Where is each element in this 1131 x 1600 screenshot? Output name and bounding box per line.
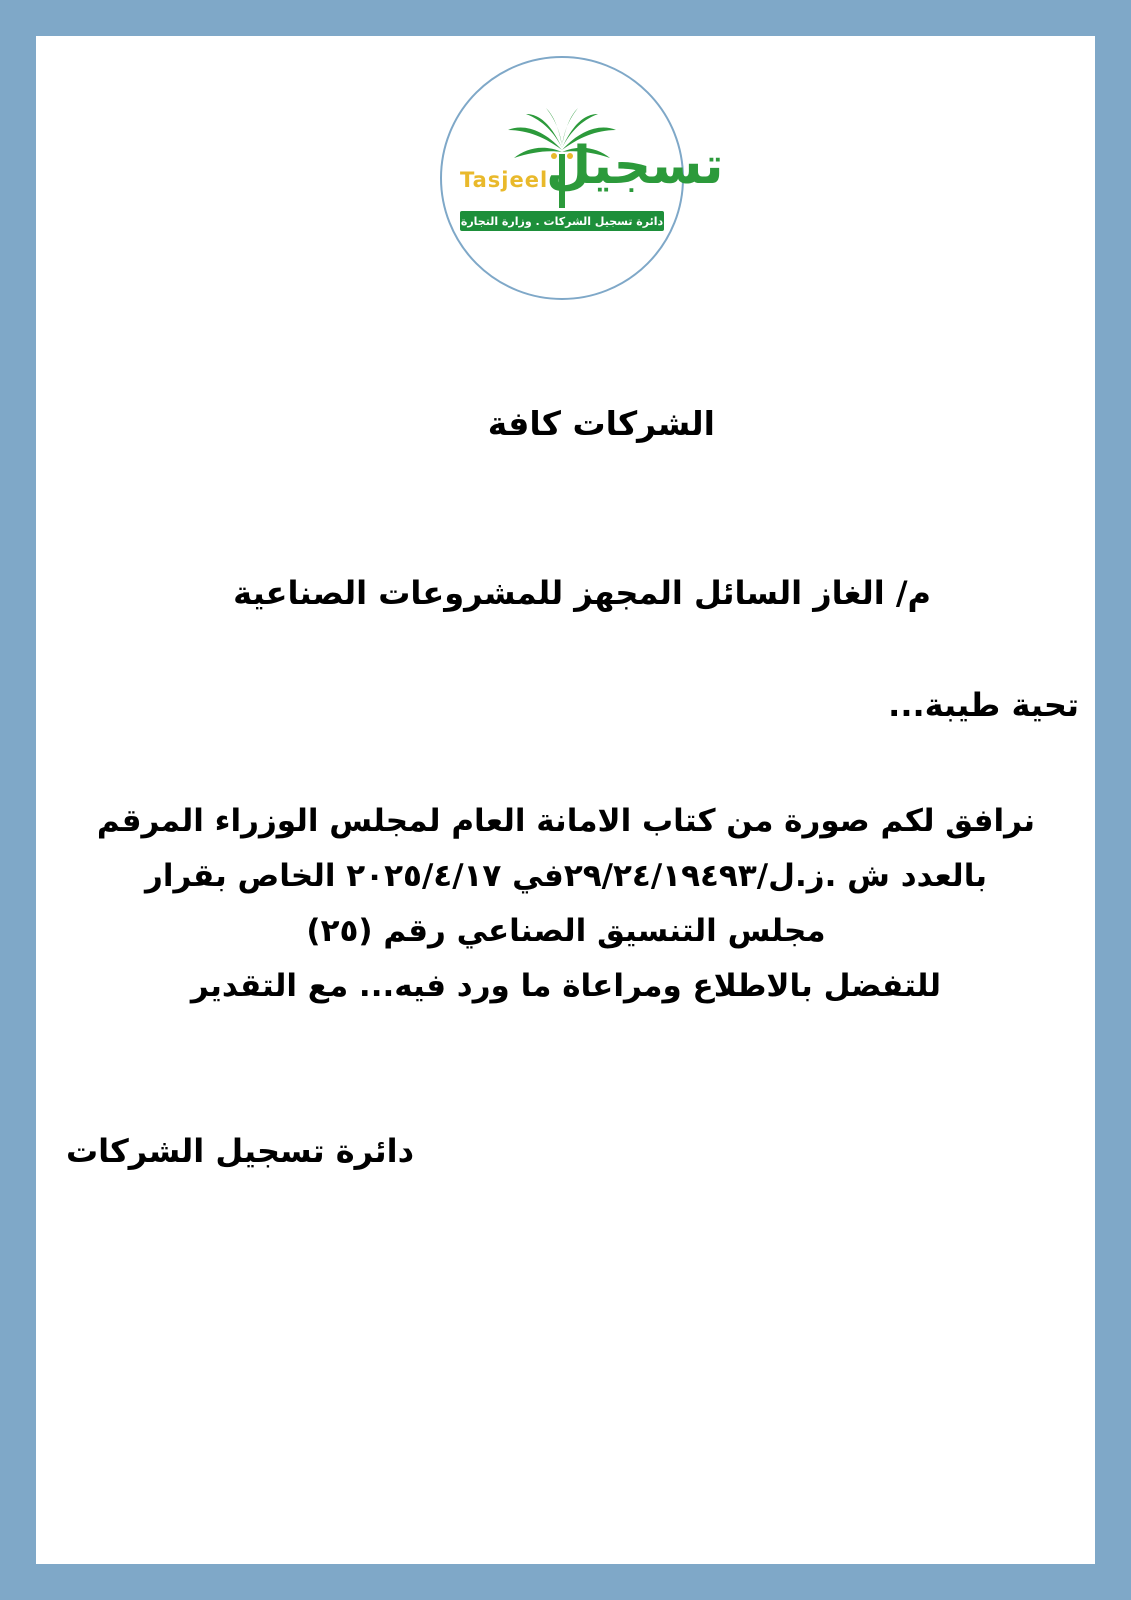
logo-band (460, 211, 664, 231)
body-line-1: نرافق لكم صورة من كتاب الامانة العام لمجلس الوزراء المرقم (96, 803, 1036, 839)
logo-latin-text: Tasjeel (460, 168, 549, 192)
logo-arabic-text: تسجيل (546, 136, 724, 196)
greeting-line: تحية طيبة... (888, 686, 1079, 724)
letter-page (36, 36, 1095, 1564)
body-line-4: للتفضل بالاطلاع ومراعاة ما ورد فيه... مع التقدير (190, 968, 942, 1004)
subject-line: م/ الغاز السائل المجهز للمشروعات الصناعية (233, 574, 931, 612)
recipient-heading: الشركات كافة (487, 404, 715, 443)
signature: دائرة تسجيل الشركات (66, 1132, 414, 1170)
body-line-3: مجلس التنسيق الصناعي رقم (٢٥) (306, 913, 826, 949)
body-line-2: بالعدد ش .ز.ل/٢٩/٢٤/١٩٤٩٣في ٢٠٢٥/٤/١٧ الخاص بقرار (145, 858, 987, 894)
logo-band-text: دائرة تسجيل الشركات . وزارة التجارة (460, 214, 664, 228)
letter-body (71, 794, 1061, 1014)
tasjeel-logo (440, 56, 724, 300)
